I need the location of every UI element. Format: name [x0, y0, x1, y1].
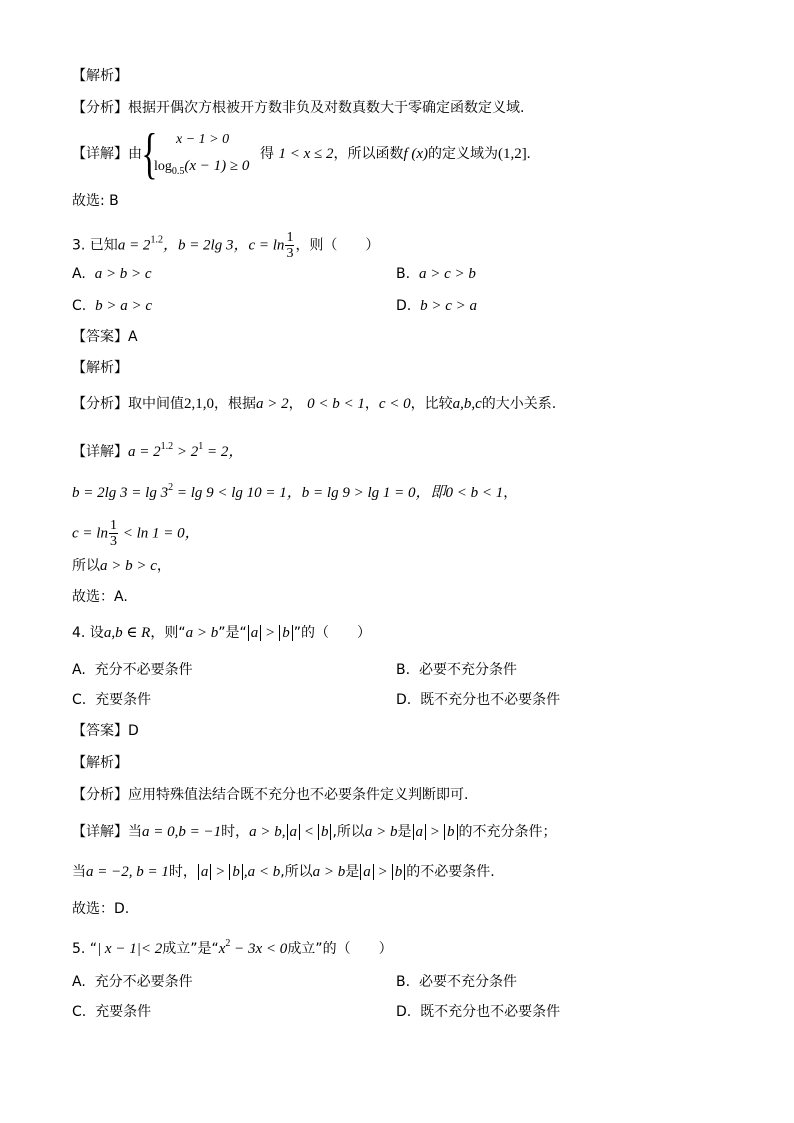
- q5-option-a: [72, 972, 193, 992]
- fenxi-text: 取中间值: [128, 396, 184, 412]
- suoyi-text: 所以: [72, 558, 100, 574]
- abs-expr: b: [392, 864, 406, 880]
- log-arg: (x − 1) ≥ 0: [184, 158, 250, 174]
- fenxi-sep: ，: [364, 396, 379, 412]
- q4-option-a: [72, 660, 193, 680]
- q3-option-a: [72, 264, 152, 284]
- math-expr: a = 2: [128, 444, 161, 460]
- sys-row-1: x − 1 > 0: [176, 132, 230, 147]
- xiangjie-tag: 【详解】: [72, 146, 128, 162]
- brace-symbol: {: [141, 123, 158, 185]
- option-text: a > c > b: [418, 266, 476, 282]
- q3-option-b: [396, 264, 476, 284]
- fenxi-tag: 【分析】: [72, 787, 128, 803]
- math-expr: = lg 9 < lg 10 = 1，b = lg 9 > lg 1 = 0，即: [173, 485, 446, 501]
- log-base: 0.5: [171, 166, 185, 177]
- math-expr: < ln 1 = 0，: [118, 525, 200, 542]
- shi-text: 时，: [221, 824, 250, 840]
- math-expr: a = −2, b = 1: [86, 864, 169, 880]
- you-text: 由: [128, 146, 142, 162]
- math-expr: > 2: [173, 444, 199, 460]
- conclude-text: ，所以函数: [333, 146, 404, 162]
- stem-text: 成立”的（ ）: [287, 941, 393, 957]
- option-text: 既不充分也不必要条件: [420, 692, 561, 708]
- fenxi-cond: a > 2: [256, 396, 289, 412]
- option-label: C.: [72, 298, 87, 314]
- math-expr: a > b > c: [100, 558, 157, 574]
- domain-value: (1,2].: [498, 146, 531, 162]
- suoyi-text: ,所以: [332, 824, 365, 840]
- math-expr: a > b,: [249, 824, 286, 840]
- q3-suffix: ，则（ ）: [295, 237, 380, 254]
- a-def: a = 2: [117, 237, 151, 254]
- shi-text: 时，: [168, 864, 197, 880]
- abs-expr: b: [318, 824, 332, 840]
- math-op: <: [301, 824, 317, 840]
- q4-guxuan: 故选：D.: [72, 901, 130, 917]
- q3-option-d: [396, 296, 477, 316]
- q3-detail-4: [72, 556, 171, 576]
- q2-xiangjie-label: [72, 144, 142, 164]
- math-expr: a > b: [364, 824, 398, 840]
- option-text: 充分不必要条件: [94, 662, 193, 678]
- math-op: >: [427, 824, 444, 840]
- q4-stem: [72, 623, 371, 643]
- math-exp: 2: [225, 938, 231, 949]
- stem-text: 成立”是“: [162, 941, 219, 957]
- domain-text: 的定义域为: [428, 146, 499, 162]
- q3-answer: [72, 327, 138, 347]
- option-label: D.: [396, 1004, 412, 1020]
- c-num: 1: [286, 230, 294, 245]
- math-expr: a > b: [312, 864, 346, 880]
- abs-expr: a: [198, 864, 212, 880]
- q5-option-c: [72, 1002, 151, 1022]
- fenxi-cond: c < 0: [378, 396, 411, 412]
- q3-guxuan: 故选：A.: [72, 589, 128, 605]
- c-fraction: [109, 518, 118, 549]
- punct: ，: [156, 558, 171, 574]
- a-exp: 1.2: [150, 234, 163, 246]
- fx-expr: f (x): [403, 146, 429, 162]
- math-exp: 2: [168, 482, 174, 493]
- fenxi-sep: ，: [288, 396, 303, 412]
- math-expr: a,b ∈ R: [103, 625, 151, 641]
- q3-detail-2: [72, 478, 517, 503]
- conclude-text: 的不充分条件；: [458, 824, 557, 840]
- q4-answer: [72, 721, 139, 741]
- answer-value: A: [128, 329, 138, 345]
- math-op: >: [212, 864, 229, 880]
- math-expr: a > b: [185, 625, 219, 641]
- fenxi-vals: 2,1,0: [184, 396, 214, 412]
- math-op: >: [262, 625, 279, 641]
- shi-text: 是: [397, 824, 412, 840]
- abs-expr: b: [229, 864, 243, 880]
- range-expr: 1 < x ≤ 2: [278, 146, 334, 162]
- fenxi-text: ，根据: [214, 396, 256, 412]
- q2-guxuan: 故选: B: [72, 193, 119, 209]
- q3-fenxi: [72, 394, 556, 414]
- option-text: 充分不必要条件: [94, 974, 193, 990]
- math-expr: | x − 1|< 2: [97, 941, 163, 957]
- q4-option-c: [72, 690, 151, 710]
- fenxi-tag: 【分析】: [72, 396, 128, 412]
- abs-expr: a: [248, 625, 262, 641]
- xiangjie-tag: 【详解】: [72, 824, 128, 840]
- option-text: b > c > a: [420, 298, 478, 314]
- q2-conclusion: [260, 144, 531, 164]
- shi-text: 是: [345, 864, 360, 880]
- option-text: 充要条件: [95, 692, 152, 708]
- fenxi-text: 应用特殊值法结合既不充分也不必要条件定义判断即可.: [128, 787, 469, 803]
- abs-expr: b: [444, 824, 458, 840]
- fenxi-text: 根据开偶次方根被开方数非负及对数真数大于零确定函数定义域.: [128, 100, 525, 116]
- answer-value: D: [128, 723, 139, 739]
- option-label: A.: [72, 974, 86, 990]
- option-label: D.: [396, 298, 412, 314]
- dang-text: 当: [72, 864, 86, 880]
- conclude-text: 的不必要条件.: [406, 864, 495, 880]
- q3-jiexi: 【解析】: [72, 360, 128, 376]
- math-expr: c = ln: [72, 525, 108, 542]
- stem-text: ”的（ ）: [293, 625, 371, 641]
- frac-num: 1: [109, 518, 117, 533]
- q2-jiexi: 【解析】: [72, 68, 128, 84]
- c-fraction: [285, 230, 294, 261]
- answer-tag: 【答案】: [72, 723, 128, 739]
- abs-expr: a: [413, 824, 427, 840]
- abs-expr: a: [360, 864, 374, 880]
- fenxi-abc: a,b,c: [452, 396, 482, 412]
- option-label: D.: [396, 692, 412, 708]
- stem-text: ，则“: [150, 625, 186, 641]
- option-label: A.: [72, 266, 86, 282]
- punct: ，: [503, 485, 518, 501]
- q3-stem: [72, 230, 379, 261]
- answer-tag: 【答案】: [72, 329, 128, 345]
- math-expr: x: [218, 941, 226, 957]
- option-label: C.: [72, 1004, 87, 1020]
- log-text: log: [154, 159, 172, 174]
- option-text: a > b > c: [94, 266, 152, 282]
- q4-detail-2: [72, 862, 495, 882]
- b-def: ，b = 2lg 3，c = ln: [162, 237, 285, 254]
- q2-fenxi: [72, 98, 524, 118]
- q5-option-d: [396, 1002, 560, 1022]
- fenxi-cond: 0 < b < 1: [307, 396, 365, 412]
- q4-prefix: 4. 设: [72, 625, 104, 641]
- de-text: 得: [260, 146, 274, 162]
- q3-option-c: [72, 296, 152, 316]
- math-expr: = 2，: [203, 444, 244, 460]
- q5-option-b: [396, 972, 517, 992]
- q5-prefix: 5. “: [72, 941, 98, 957]
- option-text: 充要条件: [95, 1004, 152, 1020]
- option-text: 必要不充分条件: [418, 974, 517, 990]
- option-label: C.: [72, 692, 87, 708]
- math-op: >: [374, 864, 391, 880]
- fenxi-text: 的大小关系.: [481, 396, 557, 412]
- math-expr: a = 0,b = −1: [142, 824, 222, 840]
- q3-prefix: 3. 已知: [72, 237, 118, 254]
- math-exp: 1.2: [160, 441, 174, 452]
- option-text: b > a > c: [95, 298, 153, 314]
- option-label: B.: [396, 974, 411, 990]
- math-expr: − 3x < 0: [230, 941, 288, 957]
- option-label: B.: [396, 662, 411, 678]
- option-text: 必要不充分条件: [418, 662, 517, 678]
- option-label: A.: [72, 662, 86, 678]
- abs-expr: a: [287, 824, 301, 840]
- option-label: B.: [396, 266, 411, 282]
- math-exp: 1: [198, 441, 204, 452]
- fenxi-text: ，比较: [410, 396, 453, 412]
- abs-expr: b: [279, 625, 293, 641]
- math-expr: ,a < b: [243, 864, 281, 880]
- suoyi-text: ,所以: [280, 864, 313, 880]
- q3-detail-1: [72, 437, 243, 462]
- option-text: 既不充分也不必要条件: [420, 1004, 561, 1020]
- q4-fenxi: [72, 785, 468, 805]
- q4-option-d: [396, 690, 560, 710]
- fenxi-tag: 【分析】: [72, 100, 128, 116]
- q4-option-b: [396, 660, 517, 680]
- sys-row-2: [154, 158, 249, 177]
- math-expr: b = 2lg 3 = lg 3: [72, 485, 169, 501]
- dang-text: 当: [128, 824, 142, 840]
- q4-jiexi: 【解析】: [72, 755, 128, 771]
- c-den: 3: [286, 246, 294, 261]
- xiangjie-tag: 【详解】: [72, 444, 128, 460]
- frac-den: 3: [109, 534, 117, 549]
- q5-stem: [72, 934, 393, 959]
- math-expr: 0 < b < 1: [445, 485, 504, 501]
- stem-text: ”是“: [218, 625, 247, 641]
- q4-detail-1: [72, 822, 557, 842]
- q3-detail-3: [72, 518, 200, 549]
